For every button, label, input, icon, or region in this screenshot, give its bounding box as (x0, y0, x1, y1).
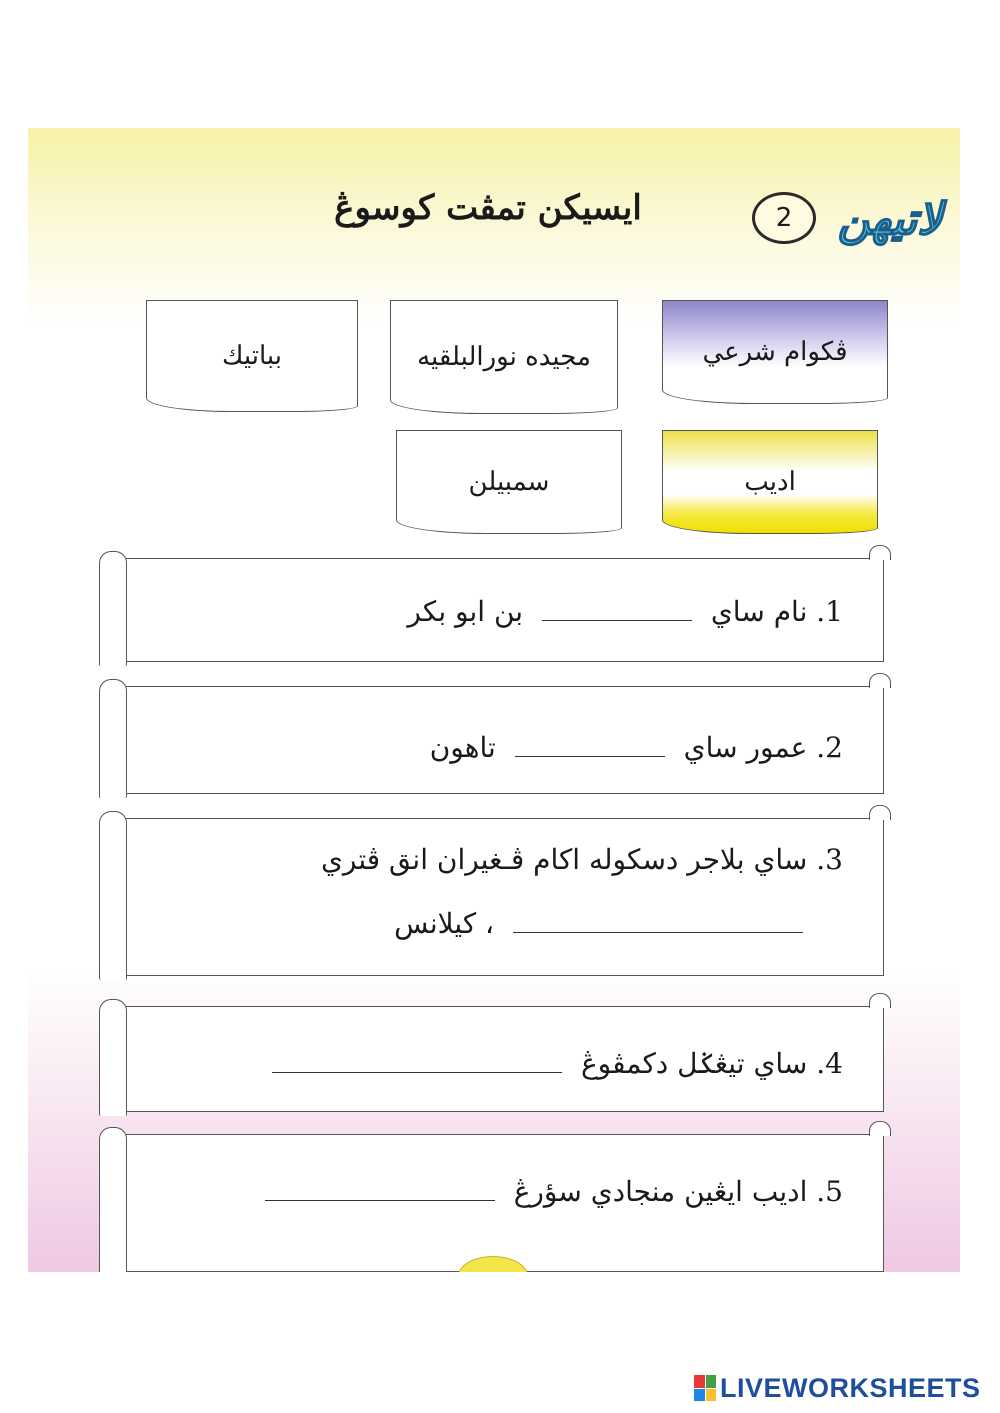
exercise-title: ايسيكن تمڤت كوسوڠ (334, 188, 642, 228)
question-text: ساي تيڠݢل دکمڤوڠ (580, 1047, 808, 1080)
question-scroll-1 (104, 558, 884, 662)
word-card-label: ڤكوام شرعي (702, 337, 848, 367)
brand-name: LIVEWORKSHEETS (720, 1372, 981, 1403)
question-scroll-3 (104, 818, 884, 976)
word-card-3[interactable] (146, 300, 358, 412)
question-scroll-4 (104, 1006, 884, 1112)
question-number: 3. (816, 843, 843, 876)
question-number: 1. (816, 595, 843, 628)
word-card-label: بباتيك (222, 341, 282, 371)
question-number: 5. (816, 1175, 843, 1208)
question-3-line1 (145, 843, 843, 876)
word-card-5[interactable] (396, 430, 622, 534)
question-text-after: ، كيلانس (394, 907, 495, 940)
word-card-label: مجيده نورالبلقيه (417, 342, 591, 372)
answer-blank-3[interactable] (513, 929, 803, 933)
word-card-label: اديب (744, 467, 796, 497)
word-card-4[interactable] (662, 430, 878, 534)
question-text: نام ساي (710, 595, 808, 628)
exercise-number-badge: 2 (752, 192, 816, 244)
liveworksheets-logo-icon (694, 1375, 716, 1401)
word-card-label: سمبيلن (468, 467, 550, 497)
answer-blank-1[interactable] (542, 617, 692, 621)
latihan-logo: لاتيهن (837, 193, 943, 245)
question-scroll-2 (104, 686, 884, 794)
answer-blank-4[interactable] (272, 1069, 562, 1073)
word-card-1[interactable] (662, 300, 888, 404)
word-card-2[interactable] (390, 300, 618, 414)
question-5-line (145, 1175, 843, 1208)
question-number: 2. (816, 731, 843, 764)
question-1-line (145, 595, 843, 628)
question-text: اديب ايڠين منجادي سؤرڠ (513, 1175, 808, 1208)
question-number: 4. (816, 1047, 843, 1080)
question-4-line (145, 1047, 843, 1080)
question-text: عمور ساي (683, 731, 808, 764)
answer-blank-2[interactable] (515, 753, 665, 757)
worksheet-page (28, 128, 960, 1272)
question-2-line (145, 731, 843, 764)
question-text-after: تاهون (429, 731, 496, 764)
question-text: ساي بلاجر دسكوله اکام ڤـغيران انق ڤتري (320, 843, 808, 876)
liveworksheets-brand[interactable] (694, 1373, 981, 1403)
question-text-after: بن ابو بكر (407, 595, 524, 628)
answer-blank-5[interactable] (265, 1197, 495, 1201)
question-scroll-5 (104, 1134, 884, 1272)
question-3-line2 (145, 907, 813, 940)
